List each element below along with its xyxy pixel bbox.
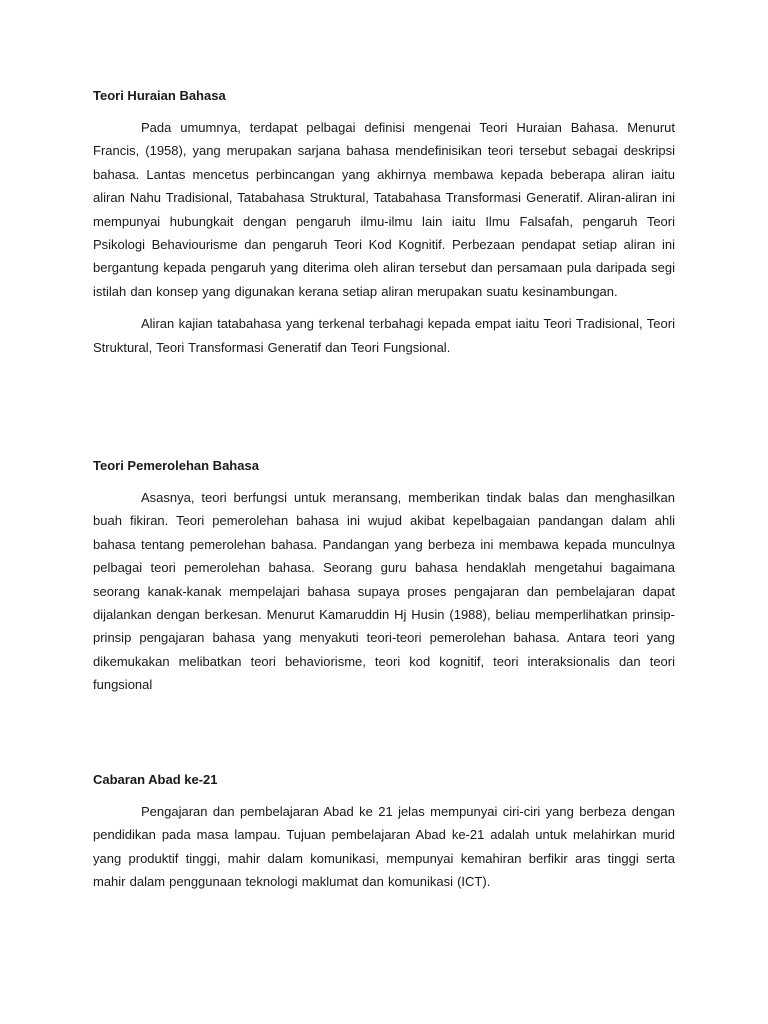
section-heading: Cabaran Abad ke-21 [93,772,218,787]
paragraph: Asasnya, teori berfungsi untuk meransang, memberikan tindak balas dan menghasilkan buah fikiran. Teori pemerolehan bahasa ini wujud akibat kepelbagaian pandangan dalam ahli bahasa tentang pemerolehan bahasa. Pandangan yang berbeza ini membawa kepada munculnya pelbagai teori pemerolehan bahasa. Seorang guru bahasa hendaklah mengetahui bagaimana seorang kanak-kanak mempelajari bahasa supaya proses pengajaran dan pembelajaran dapat dijalankan dengan berkesan. Menurut Kamaruddin Hj Husin (1988), beliau memperlihatkan prinsip-prinsip pengajaran bahasa yang menyakuti teori-teori pemerolehan bahasa. Antara teori yang dikemukakan melibatkan teori behaviorisme, teori kod kognitif, teori interaksionalis dan teori fungsional [93,490,675,693]
section-teori-huraian-bahasa [93,88,675,359]
paragraph: Pengajaran dan pembelajaran Abad ke 21 jelas mempunyai ciri-ciri yang berbeza dengan pendidikan pada masa lampau. Tujuan pembelajaran Abad ke-21 adalah untuk melahirkan murid yang produktif tinggi, mahir dalam komunikasi, mempunyai kemahiran berfikir aras tinggi serta mahir dalam penggunaan teknologi maklumat dan komunikasi (ICT). [93,804,675,890]
paragraph: Pada umumnya, terdapat pelbagai definisi mengenai Teori Huraian Bahasa. Menurut Francis, (1958), yang merupakan sarjana bahasa mendefinisikan teori tersebut sebagai deskripsi bahasa. Lantas mencetus perbincangan yang akhirnya membawa kepada beberapa aliran iaitu aliran Nahu Tradisional, Tatabahasa Struktural, Tatabahasa Transformasi Generatif. Aliran-aliran ini mempunyai hubungkait dengan pengaruh ilmu-ilmu lain iaitu Ilmu Falsafah, pengaruh Teori Psikologi Behaviourisme dan pengaruh Teori Kod Kognitif. Perbezaan pendapat setiap aliran ini bergantung kepada pengaruh yang diterima oleh aliran tersebut dan persamaan pula daripada segi istilah dan konsep yang digunakan kerana setiap aliran merupakan suatu kesinambungan. [93,120,675,299]
section-heading: Teori Pemerolehan Bahasa [93,458,259,473]
section-teori-pemerolehan-bahasa [93,458,675,697]
paragraph: Aliran kajian tatabahasa yang terkenal terbahagi kepada empat iaitu Teori Tradisional, Teori Struktural, Teori Transformasi Generatif dan Teori Fungsional. [93,316,675,355]
section-cabaran-abad-ke-21 [93,772,675,894]
section-heading: Teori Huraian Bahasa [93,88,226,103]
